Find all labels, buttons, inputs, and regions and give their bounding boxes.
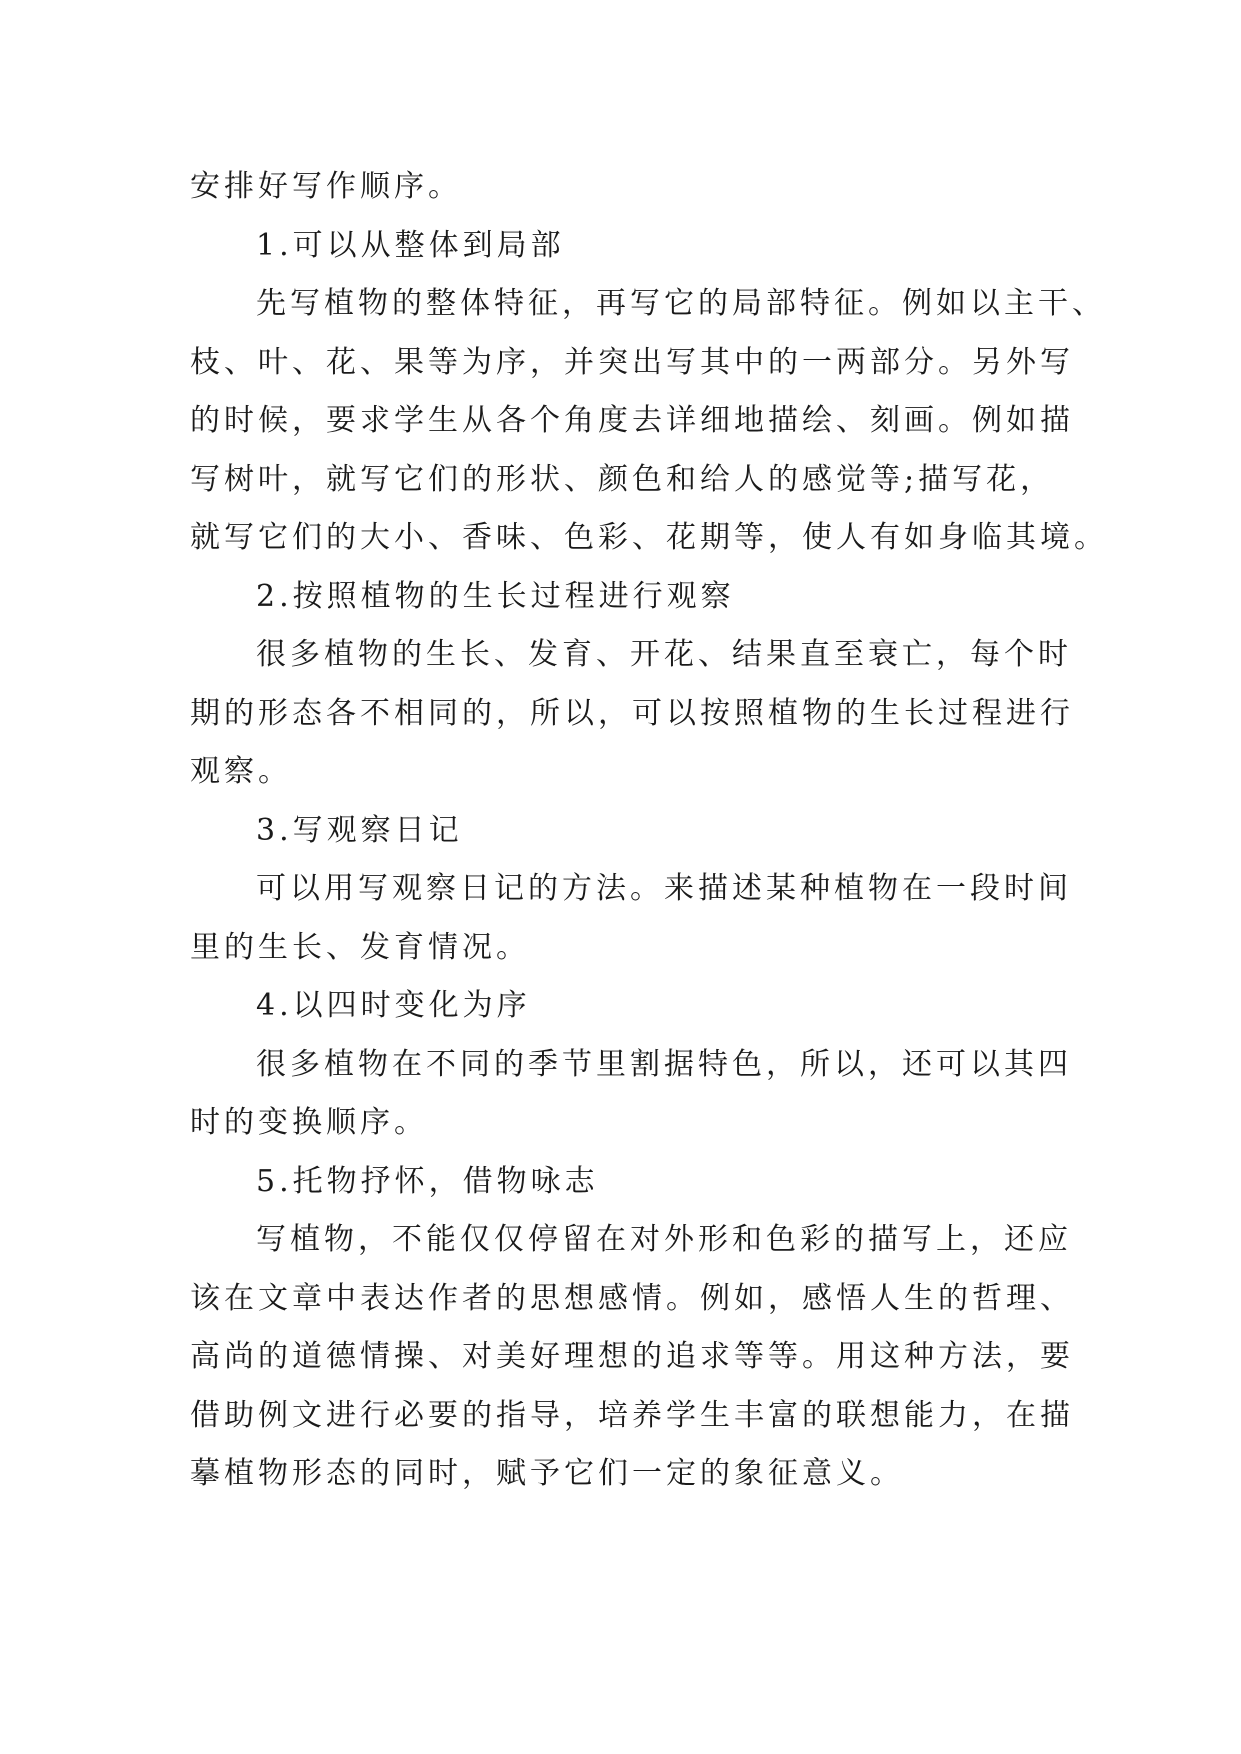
text-line: 高尚的道德情操、对美好理想的追求等等。用这种方法，要 [190, 1339, 1074, 1374]
text-line: 写树叶，就写它们的形状、颜色和给人的感觉等;描写花， [190, 461, 1055, 497]
text-line: 时的变换顺序。 [190, 1105, 428, 1140]
text-line: 枝、叶、花、果等为序，并突出写其中的一两部分。另外写 [190, 344, 1074, 380]
section-heading: 1.可以从整体到局部 [256, 227, 565, 263]
text-line: 借助例文进行必要的指导，培养学生丰富的联想能力，在描 [190, 1397, 1074, 1433]
text-line: 该在文章中表达作者的思想感情。例如，感悟人生的哲理、 [190, 1280, 1074, 1316]
text-line: 很多植物在不同的季节里割据特色，所以，还可以其四 [256, 1046, 1072, 1082]
text-line: 很多植物的生长、发育、开花、结果直至衰亡，每个时 [256, 637, 1072, 672]
text-line: 里的生长、发育情况。 [190, 929, 530, 965]
text-line: 观察。 [190, 754, 292, 789]
section-heading: 2.按照植物的生长过程进行观察 [256, 578, 735, 614]
text-line: 期的形态各不相同的，所以，可以按照植物的生长过程进行 [190, 695, 1074, 731]
text-line: 安排好写作顺序。 [190, 169, 462, 204]
text-line: 就写它们的大小、香味、色彩、花期等，使人有如身临其境。 [190, 520, 1108, 555]
text-line: 的时候，要求学生从各个角度去详细地描绘、刻画。例如描 [190, 403, 1074, 438]
text-line: 先写植物的整体特征，再写它的局部特征。例如以主干、 [256, 286, 1106, 321]
text-line: 摹植物形态的同时，赋予它们一定的象征意义。 [190, 1456, 904, 1491]
section-heading: 5.托物抒怀，借物咏志 [256, 1163, 599, 1199]
document-body [190, 158, 1108, 1504]
section-heading: 3.写观察日记 [256, 812, 463, 848]
text-line: 可以用写观察日记的方法。来描述某种植物在一段时间 [256, 871, 1072, 906]
text-line: 写植物，不能仅仅停留在对外形和色彩的描写上，还应 [256, 1222, 1072, 1257]
section-heading: 4.以四时变化为序 [256, 988, 531, 1023]
